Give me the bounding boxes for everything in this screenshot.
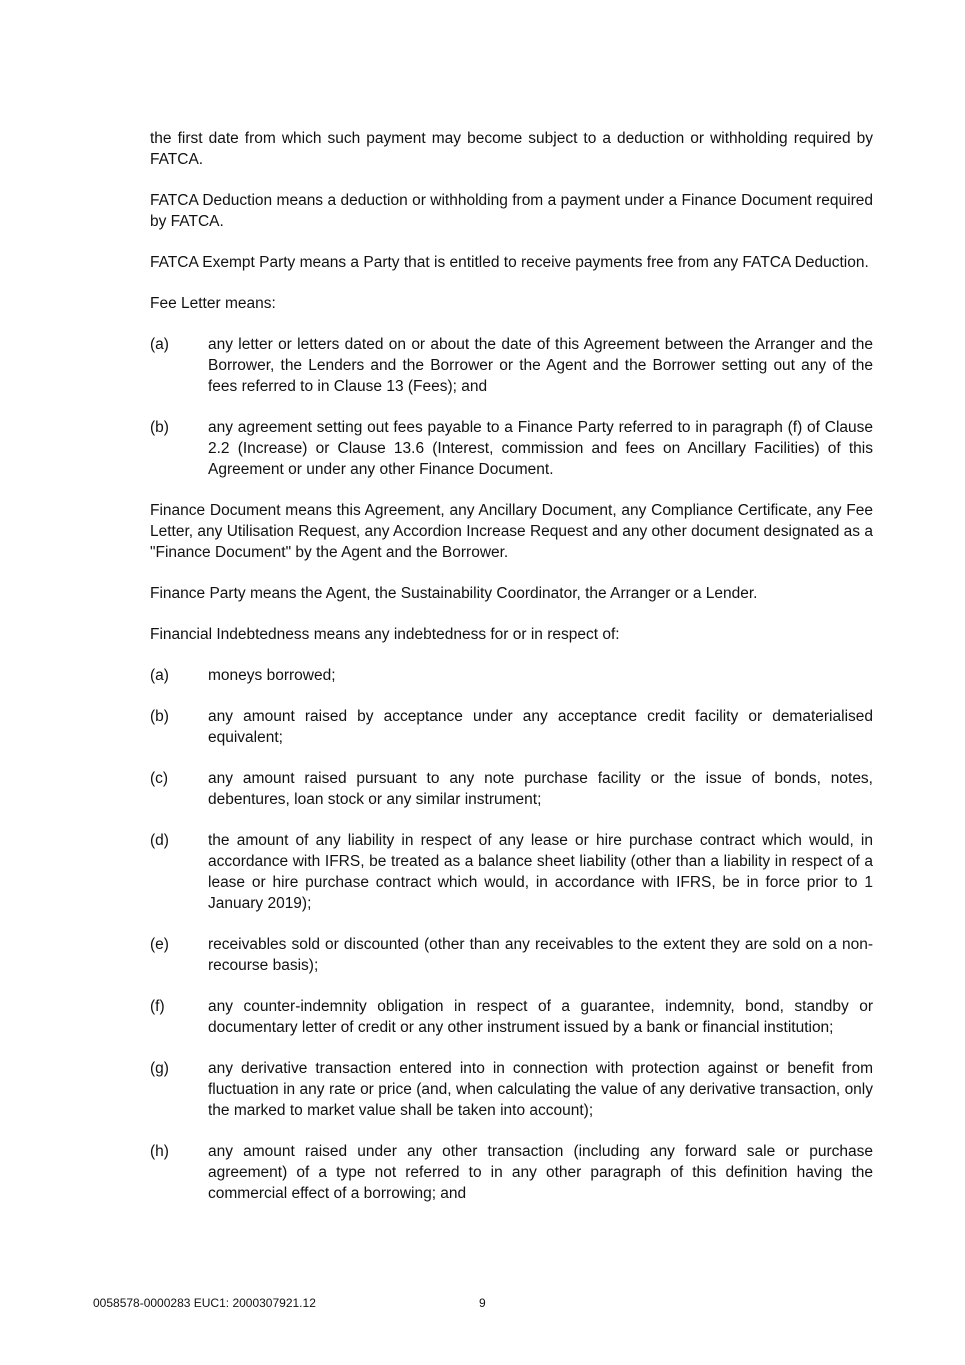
list-item-text: any agreement setting out fees payable to a Finance Party referred to in paragraph (f) of Clause 2.2 (Increase) or Clause 13.6 (Interest, commission and fees on Ancillary Facilities) of this Agreement or under any other Finance Document.	[208, 419, 873, 478]
definition-fatca-exempt-party	[150, 252, 873, 273]
paragraph-continuation: the first date from which such payment may become subject to a deduction or withholding required by FATCA.	[150, 130, 873, 168]
definition-text: means a Party that is entitled to receive payments free from any FATCA Deduction.	[295, 254, 869, 271]
list-item-text: any counter-indemnity obligation in respect of a guarantee, indemnity, bond, standby or documentary letter of credit or any other instrument issued by a bank or financial institution;	[208, 998, 873, 1036]
list-item-number: (b)	[150, 708, 169, 725]
list-item-number: (f)	[150, 998, 165, 1015]
list-item	[150, 830, 873, 914]
list-item-number: (b)	[150, 419, 169, 436]
definition-fatca-deduction	[150, 190, 873, 232]
definition-text: means the Agent, the Sustainability Coordinator, the Arranger or a Lender.	[245, 585, 758, 602]
list-item-text: any amount raised under any other transaction (including any forward sale or purchase agreement) of a type not referred to in any other paragraph of this definition having the commercial effect of a borrowing; and	[208, 1143, 873, 1202]
defined-term: Finance Document	[150, 502, 281, 519]
list-item-text: any amount raised pursuant to any note purchase facility or the issue of bonds, notes, debentures, loan stock or any similar instrument;	[208, 770, 873, 808]
list-item-number: (a)	[150, 336, 169, 353]
list-item	[150, 996, 873, 1038]
definition-text: means any indebtedness for or in respect of:	[309, 626, 620, 643]
defined-term: Financial Indebtedness	[150, 626, 310, 643]
definition-finance-party	[150, 583, 873, 604]
list-item	[150, 417, 873, 480]
defined-term: FATCA Deduction	[150, 192, 273, 209]
list-item	[150, 334, 873, 397]
list-item	[150, 768, 873, 810]
defined-term: Finance Party	[150, 585, 246, 602]
defined-term: FATCA Exempt Party	[150, 254, 296, 271]
list-item-number: (c)	[150, 770, 169, 787]
list-item	[150, 934, 873, 976]
definition-finance-document	[150, 500, 873, 563]
list-item-number: (d)	[150, 832, 169, 849]
footer-page-number: 9	[479, 1296, 486, 1310]
list-item	[150, 1141, 873, 1204]
list-item-number: (g)	[150, 1060, 169, 1077]
list-item-number: (a)	[150, 667, 169, 684]
definition-financial-indebtedness	[150, 624, 873, 645]
definition-text: means:	[220, 295, 276, 312]
list-item	[150, 1058, 873, 1121]
document-body	[150, 128, 873, 1224]
list-item	[150, 665, 873, 686]
list-item-text: any amount raised by acceptance under any acceptance credit facility or dematerialised equivalent;	[208, 708, 873, 746]
list-item-text: moneys borrowed;	[208, 667, 336, 684]
list-item-text: the amount of any liability in respect of any lease or hire purchase contract which would, in accordance with IFRS, be treated as a balance sheet liability (other than a liability in respect of a lease or hire purchase contract which would, in accordance with IFRS, be in force prior to 1 January 2019);	[208, 832, 873, 912]
list-item-text: any letter or letters dated on or about the date of this Agreement between the Arranger and the Borrower, the Lenders and the Borrower or the Agent and the Borrower setting out any of the fees referred to in Clause 13 (Fees); and	[208, 336, 873, 395]
list-item-text: receivables sold or discounted (other than any receivables to the extent they are sold on a non-recourse basis);	[208, 936, 873, 974]
defined-term: Fee Letter	[150, 295, 221, 312]
definition-text: means this Agreement, any Ancillary Document, any Compliance Certificate, any Fee Letter, any Utilisation Request, any Accordion Increase Request and any other document designated as a "Finance Document" by the Agent and the Borrower.	[150, 502, 873, 561]
list-item-number: (h)	[150, 1143, 169, 1160]
list-item-number: (e)	[150, 936, 169, 953]
list-item	[150, 706, 873, 748]
footer-document-reference: 0058578-0000283 EUC1: 2000307921.12	[93, 1296, 316, 1310]
list-item-text: any derivative transaction entered into in connection with protection against or benefit from fluctuation in any rate or price (and, when calculating the value of any derivative transaction, only the marked to market value shall be taken into account);	[208, 1060, 873, 1119]
definition-fee-letter	[150, 293, 873, 314]
definition-text: means a deduction or withholding from a payment under a Finance Document required by FATCA.	[150, 192, 873, 230]
